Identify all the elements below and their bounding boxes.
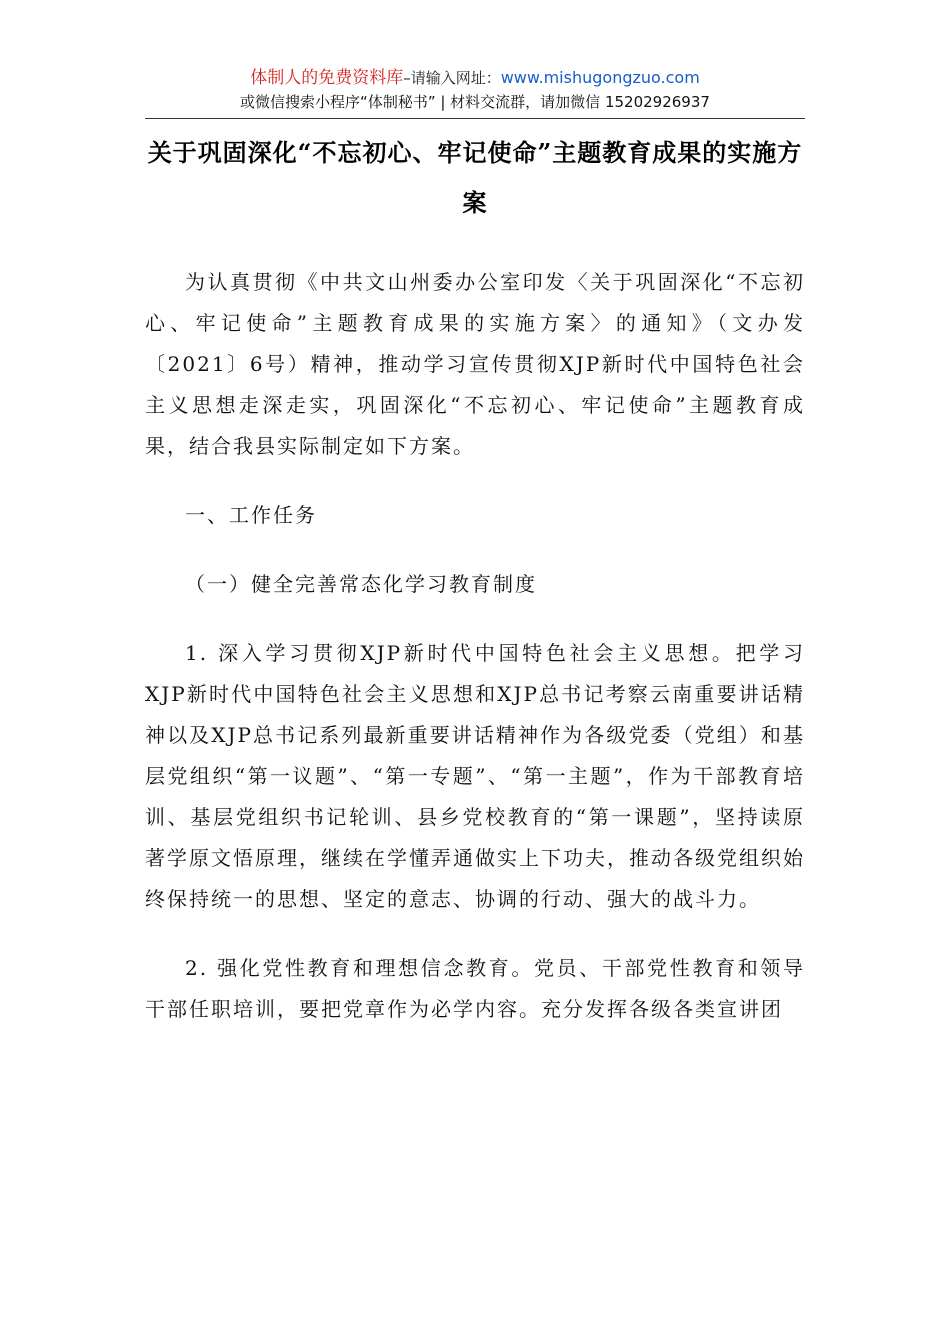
- document-title: 关于巩固深化“不忘初心、牢记使命”主题教育成果的实施方案: [147, 138, 803, 217]
- document-body: [145, 262, 805, 1058]
- header-url-link[interactable]: www.mishugongzuo.com: [500, 68, 700, 87]
- intro-paragraph: 为认真贯彻《中共文山州委办公室印发〈关于巩固深化“不忘初心、牢记使命”主题教育成果的实施方案〉的通知》（文办发〔2021〕6号）精神，推动学习宣传贯彻XJP新时代中国特色社会主义思想走深走实，巩固深化“不忘初心、牢记使命”主题教育成果，结合我县实际制定如下方案。: [145, 270, 805, 458]
- item-paragraph-1: 1. 深入学习贯彻XJP新时代中国特色社会主义思想。把学习XJP新时代中国特色社会主义思想和XJP总书记考察云南重要讲话精神以及XJP总书记系列最新重要讲话精神作为各级党委（党组）和基层党组织“第一议题”、“第一专题”、“第一主题”，作为干部教育培训、基层党组织书记轮训、县乡党校教育的“第一课题”，坚持读原著学原文悟原理，继续在学懂弄通做实上下功夫，推动各级党组织始终保持统一的思想、坚定的意志、协调的行动、强大的战斗力。: [145, 641, 805, 911]
- subsection-heading-1: （一）健全完善常态化学习教育制度: [185, 572, 537, 596]
- header-url-prompt: –请输入网址：: [403, 69, 501, 87]
- header-line-1: [145, 66, 805, 90]
- header-brand: 体制人的免费资料库: [250, 68, 404, 88]
- page-header: [145, 66, 805, 114]
- header-divider: [145, 118, 805, 119]
- header-line-2: 或微信搜索小程序“体制秘书” | 材料交流群，请加微信 15202926937: [240, 93, 710, 111]
- section-heading-1: 一、工作任务: [185, 503, 317, 527]
- item-paragraph-2: 2. 强化党性教育和理想信念教育。党员、干部党性教育和领导干部任职培训，要把党章作为必学内容。充分发挥各级各类宣讲团: [145, 956, 805, 1021]
